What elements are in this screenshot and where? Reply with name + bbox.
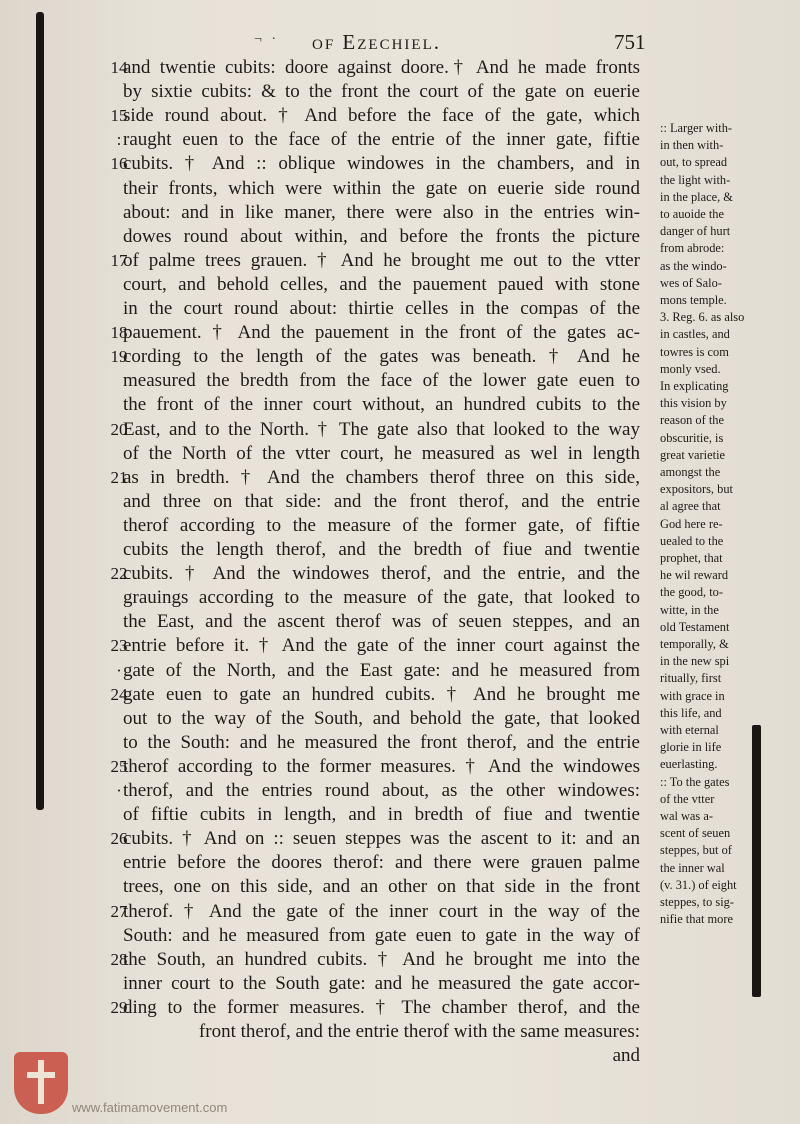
margin-note-line: In explicating: [660, 379, 729, 393]
text-line: [0, 634, 660, 658]
verse-number: 27: [110, 901, 128, 921]
margin-note-line: steppes, to sig-: [660, 895, 734, 909]
line-text: ding to the former measures. † The chamber therof, and the: [123, 996, 640, 1018]
line-text: their fronts, which were within the gate on euerie side round: [123, 177, 640, 199]
text-line: [0, 442, 660, 466]
margin-note-line: in castles, and: [660, 327, 730, 342]
text-line: [0, 803, 660, 827]
line-text: and twentie cubits: doore against doore.† And he made fronts: [123, 57, 640, 78]
margin-note-line: ritually, first: [660, 671, 722, 686]
text-line: [0, 345, 660, 369]
margin-note-line: obscuritie, is: [660, 430, 724, 445]
text-line: [0, 56, 660, 80]
margin-note-line: temporally, &: [660, 637, 729, 651]
line-text: raught euen to the face of the entrie of the inner gate, fiftie: [123, 129, 640, 151]
text-line: [0, 659, 660, 683]
text-line: [0, 321, 660, 345]
margin-note-line: the light with-: [660, 172, 731, 187]
verse-number: 29: [110, 997, 128, 1017]
text-line: [0, 851, 660, 875]
text-line: [0, 177, 660, 201]
text-line: [0, 225, 660, 249]
text-line: [0, 924, 660, 948]
line-text: pauement. † And the pauement in the front of the gates ac-: [123, 322, 640, 344]
verse-number: 22: [110, 564, 128, 584]
margin-note-line: the good, to-: [660, 585, 723, 600]
text-line: [0, 538, 660, 562]
verse-number: 16: [110, 154, 128, 174]
margin-note-line: :: Larger with-: [660, 121, 733, 135]
watermark-url: www.fatimamovement.com: [72, 1100, 228, 1115]
margin-note-line: glorie in life: [660, 740, 722, 755]
margin-note-line: this vision by: [660, 396, 727, 411]
margin-note-line: witte, in the: [660, 602, 719, 617]
text-line: [0, 996, 660, 1020]
text-line: [0, 948, 660, 972]
verse-number: 15: [110, 106, 128, 126]
text-line: [0, 369, 660, 393]
verse-number: :: [116, 130, 122, 150]
text-line: [0, 1020, 660, 1044]
line-text: therof according to the former measures. † And the windowes: [123, 755, 640, 777]
line-text: by sixtie cubits: & to the front the court of the gate on euerie: [123, 81, 640, 103]
text-line: [0, 972, 660, 996]
margin-note-line: reason of the: [660, 413, 724, 428]
margin-note-line: in the place, &: [660, 189, 733, 204]
text-line: [0, 586, 660, 610]
text-line: [0, 490, 660, 514]
margin-note-line: this life, and: [660, 705, 722, 720]
text-line: [0, 297, 660, 321]
text-line: [0, 779, 660, 803]
line-text: side round about. † And before the face of the gate, which: [123, 105, 640, 127]
margin-note-line: wal was a-: [660, 809, 713, 823]
margin-note-line: as the windo-: [660, 258, 727, 273]
text-line: [0, 707, 660, 731]
line-text: dowes round about within, and before the fronts the picture: [123, 225, 640, 247]
margin-note-line: nifie that more: [660, 912, 733, 927]
margin-note-line: old Testament: [660, 619, 730, 634]
verse-number: 17: [110, 250, 128, 270]
text-line: [0, 152, 660, 176]
right-margin-rule: [752, 725, 761, 997]
margin-note-line: in the new spi: [660, 654, 730, 669]
margin-note-line: out, to spread: [660, 155, 728, 170]
margin-note-line: 3. Reg. 6. as also: [660, 310, 745, 325]
margin-note-line: al agree that: [660, 499, 721, 514]
text-line: [0, 201, 660, 225]
line-text: cording to the length of the gates was beneath. † And he: [123, 346, 640, 368]
margin-note-line: amongst the: [660, 465, 721, 479]
margin-note-line: uealed to the: [660, 533, 724, 548]
line-text: cubits the length therof, and the bredth of fiue and twentie: [123, 539, 640, 560]
margin-note-line: with grace in: [660, 688, 725, 703]
verse-number: ·: [116, 660, 122, 680]
line-text: of the North of the vtter court, he measured as wel in length: [123, 442, 640, 464]
line-text: entrie before the doores therof: and there were grauen palme: [123, 852, 640, 874]
text-line: [0, 104, 660, 128]
line-text: about: and in like maner, there were also in the entries win-: [123, 201, 640, 223]
line-text: gate euen to gate an hundred cubits. † And he brought me: [123, 683, 640, 705]
verse-number: 23: [110, 636, 128, 656]
text-line: [0, 562, 660, 586]
line-text: trees, one on this side, and an other on that side in the front: [123, 876, 640, 898]
page-number: 751: [614, 30, 646, 54]
margin-note-line: from abrode:: [660, 241, 725, 256]
line-text: as in bredth. † And the chambers therof three on this side,: [123, 466, 640, 488]
margin-note-line: (v. 31.) of eight: [660, 877, 737, 892]
text-line: [0, 900, 660, 924]
emblem-shield: [14, 1052, 68, 1114]
margin-note-line: mons temple.: [660, 293, 727, 307]
verse-number: 24: [110, 684, 128, 704]
text-line: [0, 128, 660, 152]
verse-number: 14: [110, 58, 128, 77]
line-text: measured the bredth from the face of the lower gate euen to: [123, 370, 640, 392]
line-text: out to the way of the South, and behold the gate, that looked: [123, 707, 640, 729]
margin-note-line: danger of hurt: [660, 224, 731, 239]
line-text: cubits. † And on :: seuen steppes was the ascent to it: and an: [123, 828, 640, 850]
verse-number: 26: [110, 829, 128, 849]
margin-note-line: monly vsed.: [660, 361, 721, 376]
margin-note-line: euerlasting.: [660, 757, 718, 772]
text-line: [0, 249, 660, 273]
text-line: [0, 418, 660, 442]
line-text: cubits. † And :: oblique windowes in the chambers, and in: [123, 153, 640, 175]
line-text: therof according to the measure of the former gate, of fiftie: [123, 514, 640, 536]
text-line: [0, 466, 660, 490]
verse-number: 19: [110, 347, 128, 367]
margin-note-line: :: To the gates: [660, 774, 730, 789]
verse-number: 20: [110, 419, 128, 439]
line-text: of palme trees grauen. † And he brought me out to the vtter: [123, 249, 640, 271]
line-text: South: and he measured from gate euen to gate in the way of: [123, 924, 640, 946]
text-line: [0, 514, 660, 538]
line-text: the South, an hundred cubits. † And he brought me into the: [123, 948, 640, 970]
verse-number: 25: [110, 756, 128, 776]
line-text: cubits. † And the windowes therof, and the entrie, and the: [123, 563, 640, 585]
margin-note-line: God here re-: [660, 516, 723, 531]
catchword-line: [0, 1044, 660, 1068]
text-line: [0, 875, 660, 899]
header-marks: ¬ ·: [254, 32, 280, 47]
margin-note-line: steppes, but of: [660, 843, 732, 858]
margin-note-line: prophet, that: [660, 551, 723, 565]
text-line: [0, 731, 660, 755]
margin-note-line: to auoide the: [660, 207, 724, 221]
line-text: and three on that side: and the front therof, and the entrie: [123, 490, 640, 512]
line-text: in the court round about: thirtie celles in the compas of the: [123, 298, 640, 319]
margin-note-line: with eternal: [660, 723, 719, 737]
text-line: [0, 683, 660, 707]
text-line: [0, 273, 660, 297]
line-text: the front of the inner court without, an hundred cubits to the: [123, 394, 640, 416]
margin-note-line: in then with-: [660, 138, 724, 153]
line-text: therof. † And the gate of the inner court in the way of the: [123, 900, 640, 922]
verse-number: 18: [110, 323, 128, 343]
text-line: [0, 755, 660, 779]
text-line: [0, 80, 660, 104]
line-text: of fiftie cubits in length, and in bredth of fiue and twentie: [123, 804, 640, 826]
margin-note-line: towres is com: [660, 344, 729, 359]
text-line: [0, 610, 660, 634]
line-text: court, and behold celles, and the pauement paued with stone: [123, 273, 640, 295]
line-text: therof, and the entries round about, as the other windowes:: [123, 780, 640, 801]
line-text: inner court to the South gate: and he measured the gate accor-: [123, 972, 640, 994]
line-text: to the South: and he measured the front therof, and the entrie: [123, 731, 640, 753]
margin-note-line: he wil reward: [660, 568, 729, 583]
margin-note-line: the inner wal: [660, 860, 725, 875]
running-title: of Ezechiel.: [312, 30, 441, 54]
line-text: entrie before it. † And the gate of the inner court against the: [123, 635, 640, 657]
margin-note-line: expositors, but: [660, 482, 733, 497]
keys-emblem-icon: [14, 1052, 68, 1114]
line-text: the East, and the ascent therof was of seuen steppes, and an: [123, 611, 640, 633]
catchword: and: [612, 1045, 640, 1067]
verse-number: ·: [116, 781, 122, 800]
running-header: [0, 30, 800, 58]
line-text: front therof, and the entrie therof with the same measures:: [198, 1021, 640, 1042]
line-text: grauings according to the measure of the gate, that looked to: [123, 587, 640, 609]
verse-number: 28: [110, 949, 128, 969]
line-text: East, and to the North. † The gate also that looked to the way: [123, 418, 640, 440]
margin-note-line: wes of Salo-: [660, 275, 722, 290]
text-line: [0, 393, 660, 417]
verse-number: 21: [110, 467, 128, 487]
text-line: [0, 827, 660, 851]
margin-note-line: scent of seuen: [660, 826, 731, 841]
margin-note-line: of the vtter: [660, 791, 715, 806]
line-text: gate of the North, and the East gate: and he measured from: [123, 659, 640, 681]
margin-note-line: great varietie: [660, 447, 726, 462]
